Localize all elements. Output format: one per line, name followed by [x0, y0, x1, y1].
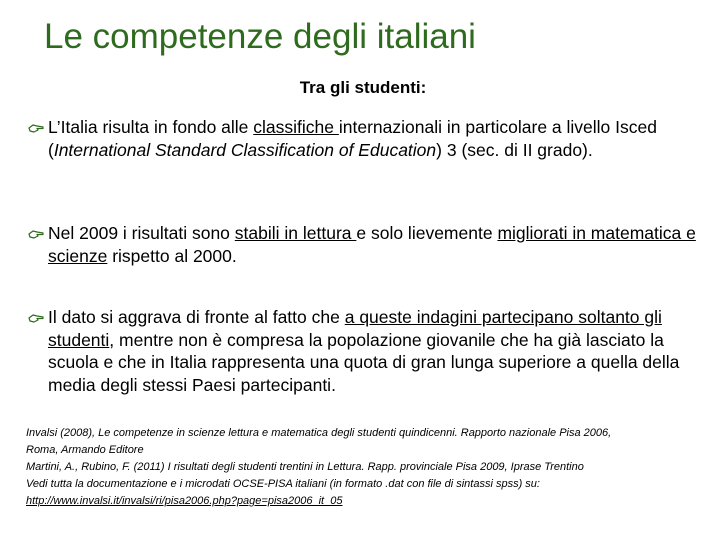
bullet-text-part: internazionali in particolare a livello Isced (	[48, 117, 657, 160]
hand-pointing-icon	[28, 122, 44, 134]
underlined-text: classifiche	[253, 117, 339, 137]
bullet-text	[48, 116, 708, 161]
slide-subtitle: Tra gli studenti:	[299, 78, 427, 97]
underlined-text: stabili in lettura	[234, 223, 357, 243]
bullet-text-part: Il dato si aggrava di fronte al fatto che	[48, 307, 345, 327]
italic-text: International Standard Classification of Education	[53, 139, 437, 160]
bullet-text-part: e solo lievemente	[356, 223, 498, 243]
bullet-item	[28, 116, 708, 161]
bullet-text-part: , mentre non è compresa la popolazione giovanile che ha già lasciato la scuola e che in Italia rappresenta una quota di gran lunga superiore a quella della media degli stessi Paesi partecipanti.	[48, 329, 680, 395]
reference-line: Martini, A., Rubino, F. (2011) I risultati degli studenti trentini in Lettura. Rapp. provinciale Pisa 2009, Iprase Trentino	[26, 461, 584, 473]
bullet-text-part: ) 3 (sec. di II grado).	[436, 139, 593, 160]
reference-line: Invalsi (2008), Le competenze in scienze lettura e matematica degli studenti quindicenni. Rapporto nazionale Pisa 2006,	[26, 427, 612, 439]
slide-title: Le competenze degli italiani	[44, 17, 476, 56]
references	[26, 425, 706, 510]
bullet-text-part: rispetto al 2000.	[107, 245, 237, 266]
bullet-item	[28, 222, 708, 267]
bullet-text	[48, 222, 708, 267]
reference-link[interactable]: http://www.invalsi.it/invalsi/ri/pisa2006.php?page=pisa2006_it_05	[26, 495, 343, 507]
reference-line: Roma, Armando Editore	[26, 444, 144, 456]
bullet-item	[28, 306, 708, 396]
hand-pointing-icon	[28, 228, 44, 240]
bullet-text-part: L’Italia risulta in fondo alle	[48, 117, 254, 137]
hand-pointing-icon	[28, 312, 44, 324]
reference-line: Vedi tutta la documentazione e i microdati OCSE-PISA italiani (in formato .dat con file di sintassi spss) su:	[26, 478, 540, 490]
bullet-text	[48, 306, 708, 396]
bullet-text-part: Nel 2009 i risultati sono	[48, 223, 235, 243]
underlined-text: a queste indagini partecipano soltanto gli studenti	[48, 307, 662, 350]
underlined-text: migliorati in matematica e scienze	[48, 223, 696, 266]
